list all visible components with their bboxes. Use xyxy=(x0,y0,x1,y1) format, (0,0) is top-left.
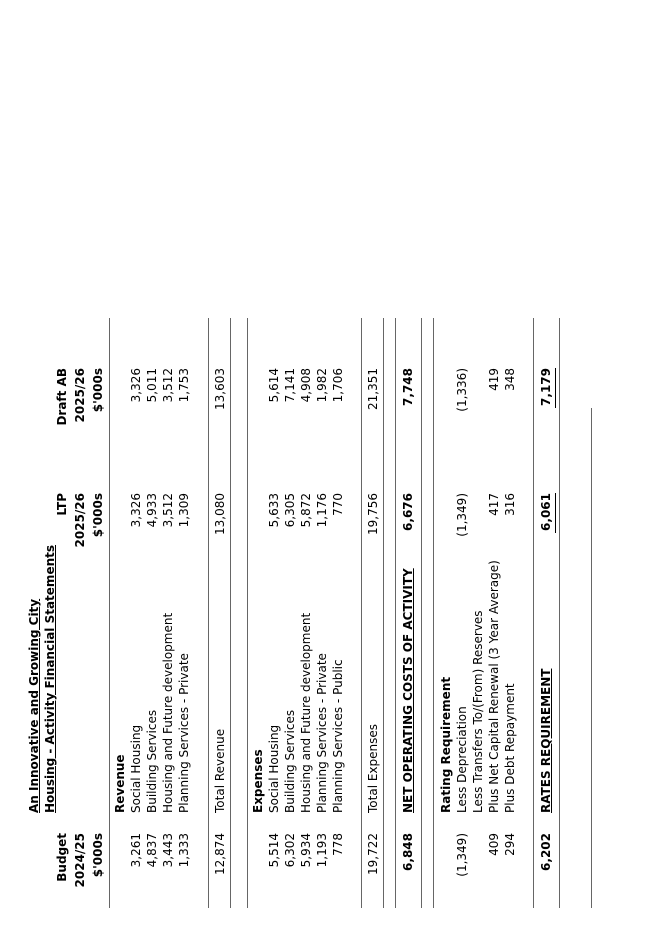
total-expenses-budget: 19,722 xyxy=(366,833,380,875)
footer-rule xyxy=(591,408,592,908)
expense-row-budget: 5,514 xyxy=(267,833,281,868)
revenue-row-label: Housing and Future development xyxy=(161,612,175,813)
revenue-row-draft: 5,011 xyxy=(145,368,159,403)
total-expenses-draft: 21,351 xyxy=(366,368,380,410)
draft-header-1: Draft AB xyxy=(55,368,69,426)
expense-row-budget: 778 xyxy=(331,833,345,856)
rating-row-ltp: 417 xyxy=(487,493,501,516)
revenue-row-label: Social Housing xyxy=(129,724,143,813)
total-revenue-draft: 13,603 xyxy=(213,368,227,410)
rotated-financial-statement xyxy=(25,18,615,908)
revenue-heading: Revenue xyxy=(113,754,127,813)
ltp-header-2: 2025/26 xyxy=(73,493,87,548)
revenue-row-label: Planning Services - Private xyxy=(177,653,191,813)
expense-row-draft: 5,614 xyxy=(267,368,281,403)
budget-header-2: 2024/25 xyxy=(73,833,87,888)
revenue-row-budget: 4,837 xyxy=(145,833,159,868)
expense-row-draft: 7,141 xyxy=(283,368,297,403)
total-expenses-label: Total Expenses xyxy=(366,723,380,813)
expenses-top-rule xyxy=(247,318,248,908)
budget-header-1: Budget xyxy=(55,833,69,882)
revenue-row-ltp: 4,933 xyxy=(145,493,159,528)
rates-top-rule xyxy=(533,318,534,908)
total-expenses-ltp: 19,756 xyxy=(366,493,380,535)
revenue-row-ltp: 3,326 xyxy=(129,493,143,528)
rates-bottom-rule xyxy=(559,318,560,908)
net-operating-budget: 6,848 xyxy=(401,833,415,871)
revenue-row-draft: 1,753 xyxy=(177,368,191,403)
revenue-total-top-rule xyxy=(208,318,209,908)
expense-row-ltp: 5,872 xyxy=(299,493,313,528)
revenue-row-budget: 3,261 xyxy=(129,833,143,868)
net-top-rule xyxy=(395,318,396,908)
rating-row-label: Less Depreciation xyxy=(455,706,469,813)
header-rule xyxy=(109,318,110,908)
expense-row-ltp: 770 xyxy=(331,493,345,516)
expense-row-label: Social Housing xyxy=(267,724,281,813)
rating-row-label: Plus Net Capital Renewal (3 Year Average) xyxy=(487,560,501,813)
rating-row-budget: 409 xyxy=(487,833,501,856)
rates-requirement-budget: 6,202 xyxy=(539,833,553,871)
expense-row-budget: 6,302 xyxy=(283,833,297,868)
rating-row-draft: 348 xyxy=(503,368,517,391)
revenue-row-draft: 3,512 xyxy=(161,368,175,403)
revenue-row-budget: 1,333 xyxy=(177,833,191,868)
revenue-row-draft: 3,326 xyxy=(129,368,143,403)
statement-subtitle: Housing - Activity Financial Statements xyxy=(43,544,57,813)
expense-row-label: Planning Services - Private xyxy=(315,653,329,813)
expenses-heading: Expenses xyxy=(251,749,265,813)
ltp-header-3: $'000s xyxy=(91,493,105,538)
ltp-header-1: LTP xyxy=(55,493,69,516)
rating-heading: Rating Requirement xyxy=(439,676,453,813)
rating-row-ltp: 316 xyxy=(503,493,517,516)
statement-title: An Innovative and Growing City xyxy=(27,598,41,813)
rates-requirement-label: RATES REQUIREMENT xyxy=(539,668,553,813)
total-revenue-ltp: 13,080 xyxy=(213,493,227,535)
total-revenue-budget: 12,874 xyxy=(213,833,227,875)
net-bottom-rule xyxy=(421,318,422,908)
expenses-total-bottom-rule xyxy=(383,318,384,908)
expense-row-ltp: 5,633 xyxy=(267,493,281,528)
net-operating-label: NET OPERATING COSTS OF ACTIVITY xyxy=(401,568,415,813)
expense-row-ltp: 6,305 xyxy=(283,493,297,528)
rates-requirement-ltp: 6,061 xyxy=(539,493,553,531)
budget-header-3: $'000s xyxy=(91,833,105,878)
expense-row-budget: 1,193 xyxy=(315,833,329,868)
draft-header-2: 2025/26 xyxy=(73,368,87,423)
expense-row-label: Planning Services - Public xyxy=(331,659,345,813)
expense-row-label: Housing and Future development xyxy=(299,612,313,813)
rating-row-label: Less Transfers To/(From) Reserves xyxy=(471,610,485,813)
draft-double-underline xyxy=(555,368,556,408)
rating-row-label: Plus Debt Repayment xyxy=(503,683,517,813)
ltp-double-underline xyxy=(555,493,556,533)
expense-row-label: Building Services xyxy=(283,709,297,813)
rates-requirement-draft: 7,179 xyxy=(539,368,553,406)
draft-header-3: $'000s xyxy=(91,368,105,413)
expense-row-draft: 4,908 xyxy=(299,368,313,403)
revenue-row-budget: 3,443 xyxy=(161,833,175,868)
rating-row-budget: 294 xyxy=(503,833,517,856)
revenue-row-label: Building Services xyxy=(145,709,159,813)
rating-row-draft: (1,336) xyxy=(455,368,469,412)
expense-row-budget: 5,934 xyxy=(299,833,313,868)
net-operating-ltp: 6,676 xyxy=(401,493,415,531)
expenses-total-top-rule xyxy=(361,318,362,908)
rating-row-draft: 419 xyxy=(487,368,501,391)
rating-row-budget: (1,349) xyxy=(455,833,469,877)
total-revenue-label: Total Revenue xyxy=(213,728,227,813)
expense-row-draft: 1,706 xyxy=(331,368,345,403)
revenue-row-ltp: 3,512 xyxy=(161,493,175,528)
rating-row-ltp: (1,349) xyxy=(455,493,469,537)
revenue-row-ltp: 1,309 xyxy=(177,493,191,528)
revenue-total-bottom-rule xyxy=(230,318,231,908)
expense-row-draft: 1,982 xyxy=(315,368,329,403)
expense-row-ltp: 1,176 xyxy=(315,493,329,528)
net-operating-draft: 7,748 xyxy=(401,368,415,406)
rating-top-rule xyxy=(433,318,434,908)
